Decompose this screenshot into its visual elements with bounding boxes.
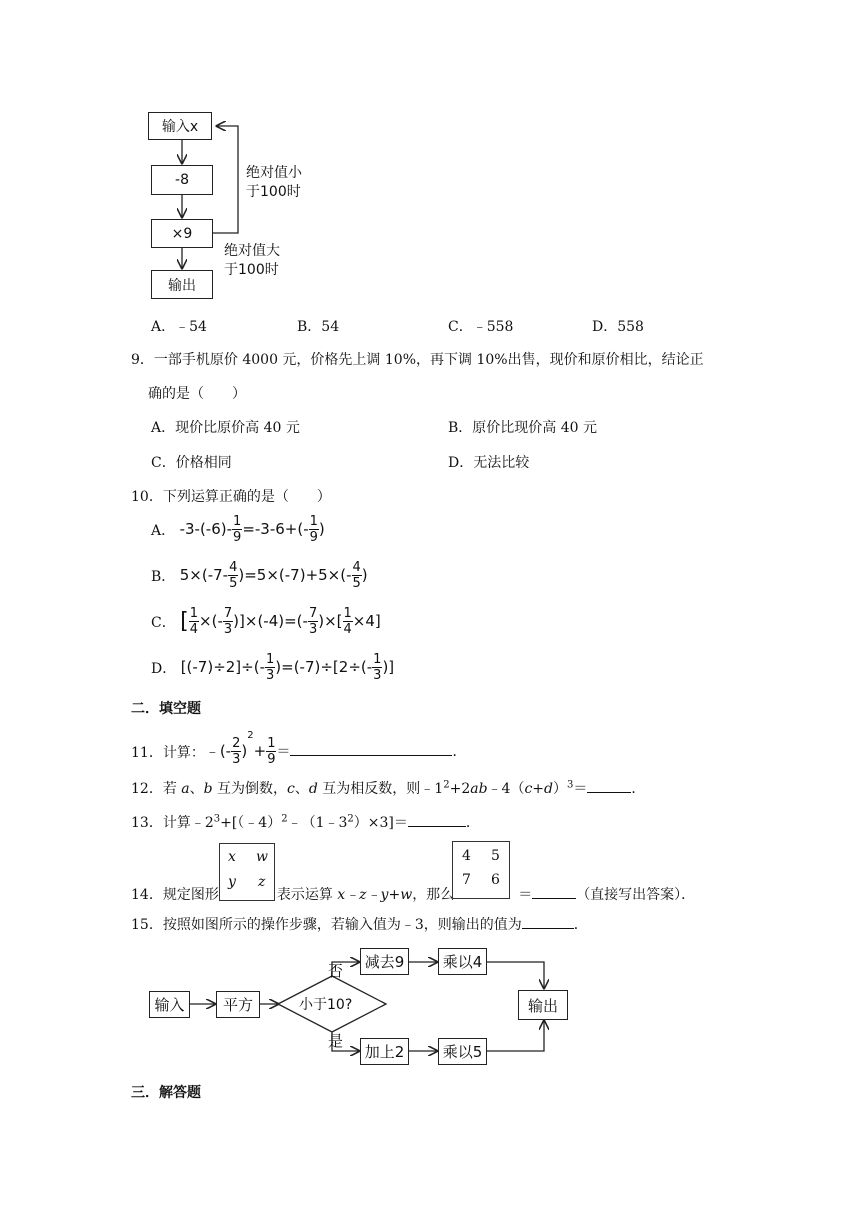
numerator: 1 [309,514,318,529]
option-text: 54 [321,319,340,335]
q8-times9-box: ×9 [151,219,213,248]
numerator: 2 [232,736,241,751]
var-d: d [308,781,318,797]
numerator: 1 [373,652,382,667]
exponent: 2 [443,779,450,791]
expr-part: )] [382,658,395,676]
grid-6: 6 [491,872,500,888]
q8-minus8-box: -8 [151,165,213,195]
grid-4: 4 [462,848,471,864]
denominator: 9 [267,752,276,767]
grid-w: w [256,849,268,865]
exponent: 2 [281,813,288,825]
q15-subtract9-box: 减去9 [360,948,409,975]
q15-input-box: 输入 [149,991,190,1018]
q11-label: 11．计算： [131,745,205,761]
option-letter: C． [448,319,473,335]
expr-part: )=(-7)÷[2÷(- [275,658,373,676]
text: 、 [294,781,309,797]
var-b: b [203,781,213,797]
grid-z: z [258,874,266,890]
denominator: 3 [266,668,275,683]
option-text: ﹣558 [472,319,514,335]
exponent: 2 [347,813,354,825]
equals-sign: ＝ [518,887,533,903]
text: +[（﹣4） [220,815,282,831]
q8-output-box: 输出 [151,270,213,299]
q15-output-box: 输出 [518,990,568,1020]
expr-part: ) [241,742,248,760]
denominator: 3 [223,622,233,637]
option-letter: B． [297,319,322,335]
option-letter: B． [448,420,473,436]
expr-part: )]×(-4)=(- [233,612,308,630]
denominator: 5 [229,576,238,591]
period: ． [573,917,588,933]
option-text: 558 [617,319,644,335]
option-text: ﹣54 [175,319,207,335]
numerator: 1 [189,606,199,621]
option-letter: A． [151,420,176,436]
numerator: 7 [223,606,233,621]
text: ，那么 [412,887,455,903]
numerator: 1 [233,514,242,529]
exponent: 3 [213,813,221,825]
numerator: 7 [308,606,318,621]
q8-input-box: 输入x [148,112,212,140]
var-ab: ab [470,781,488,797]
expr-part: [ [180,609,189,634]
expr-part: 5×(-7- [179,566,229,584]
text: ） [553,781,568,797]
text: +2 [449,781,471,797]
q9-stem-line2: 确的是（ ） [148,386,246,402]
denominator: 3 [308,622,318,637]
expr-part: ) [318,520,325,538]
denominator: 9 [309,530,318,545]
q15-multiply5-box: 乘以5 [438,1038,487,1065]
q8-exit-label-2: 于100时 [224,262,279,278]
expr-part: )=5×(-7)+5×(- [238,566,352,584]
grid-7: 7 [462,872,471,888]
section-heading-fill-in: 二．填空题 [131,701,201,717]
text: 13．计算﹣2 [131,815,214,831]
expr-part: + [253,742,267,760]
text: 互为相反数，则﹣1 [317,781,444,797]
numerator: 1 [267,736,276,751]
numerator: 1 [266,652,275,667]
text: 15．按照如图所示的操作步骤，若输入值为﹣3，则输出的值为 [131,917,522,933]
expr-part: [(-7)÷2]÷(- [180,658,265,676]
text: 12．若 [131,781,182,797]
option-text: 无法比较 [473,455,530,471]
var-a: a [181,781,190,797]
denominator: 4 [189,622,199,637]
q8-loop-label-1: 绝对值小 [246,165,302,181]
option-text: 现价比原价高 40 元 [175,420,300,436]
exponent: 2 [247,730,254,741]
period: ． [452,744,467,760]
grid-5: 5 [491,848,500,864]
denominator: 3 [373,668,382,683]
q15-square-box: 平方 [216,991,260,1018]
option-text: 原价比现价高 40 元 [472,420,598,436]
q15-no-label: 否 [328,962,344,980]
option-letter: D． [151,661,177,677]
option-letter: C． [151,615,176,631]
expr-part: ×4] [352,612,381,630]
denominator: 3 [232,752,241,767]
equals-sign: ＝ [573,781,588,797]
text: 互为倒数， [212,781,288,797]
option-text: 价格相同 [175,455,232,471]
numerator: 1 [343,606,352,621]
section-heading-solve: 三．解答题 [131,1085,201,1101]
expr-part: ﹣(- [204,742,232,760]
expr-part: -3-(-6)- [179,520,233,538]
option-letter: A． [151,523,176,539]
period: ． [631,781,646,797]
expr-part: =-3-6+(- [242,520,309,538]
q8-exit-label-1: 绝对值大 [224,243,280,259]
text: ）×3]＝ [353,815,408,831]
q10-stem: 10．下列运算正确的是（ ） [131,489,331,505]
text: 14．规定图形 [131,887,219,903]
var-c: c [287,781,295,797]
option-letter: A． [151,319,176,335]
text: 、 [189,781,204,797]
option-letter: B． [151,569,176,585]
exponent: 3 [567,779,574,791]
text: 表示运算 [276,887,338,903]
expr-part: )×[ [318,612,343,630]
text: ﹣（1﹣3 [287,815,348,831]
grid-x: x [228,849,236,865]
text: （直接写出答案）． [576,887,696,903]
equals-sign: ＝ [276,744,291,760]
var-cd: c+d [524,781,554,797]
q8-loop-label-2: 于100时 [246,184,301,200]
q15-multiply4-box: 乘以4 [438,948,487,975]
denominator: 4 [343,622,352,637]
numerator: 4 [352,560,361,575]
grid-y: y [228,874,236,890]
q15-yes-label: 是 [328,1032,344,1050]
denominator: 5 [352,576,361,591]
denominator: 9 [233,530,242,545]
q9-stem-line1: 9．一部手机原价 4000 元，价格先上调 10%，再下调 10%出售，现价和原价相比，结论正 [131,352,704,368]
numerator: 4 [229,560,238,575]
q15-condition-label: 小于10? [299,997,353,1013]
text: ﹣4（ [487,781,525,797]
option-letter: C． [151,455,176,471]
period: ． [465,815,480,831]
option-letter: D． [592,319,618,335]
option-letter: D． [448,455,474,471]
q15-add2-box: 加上2 [360,1038,409,1065]
expr-part: ×(- [199,612,223,630]
expr-part: ) [361,566,368,584]
operation-expression: x﹣z﹣y+w [337,887,413,903]
